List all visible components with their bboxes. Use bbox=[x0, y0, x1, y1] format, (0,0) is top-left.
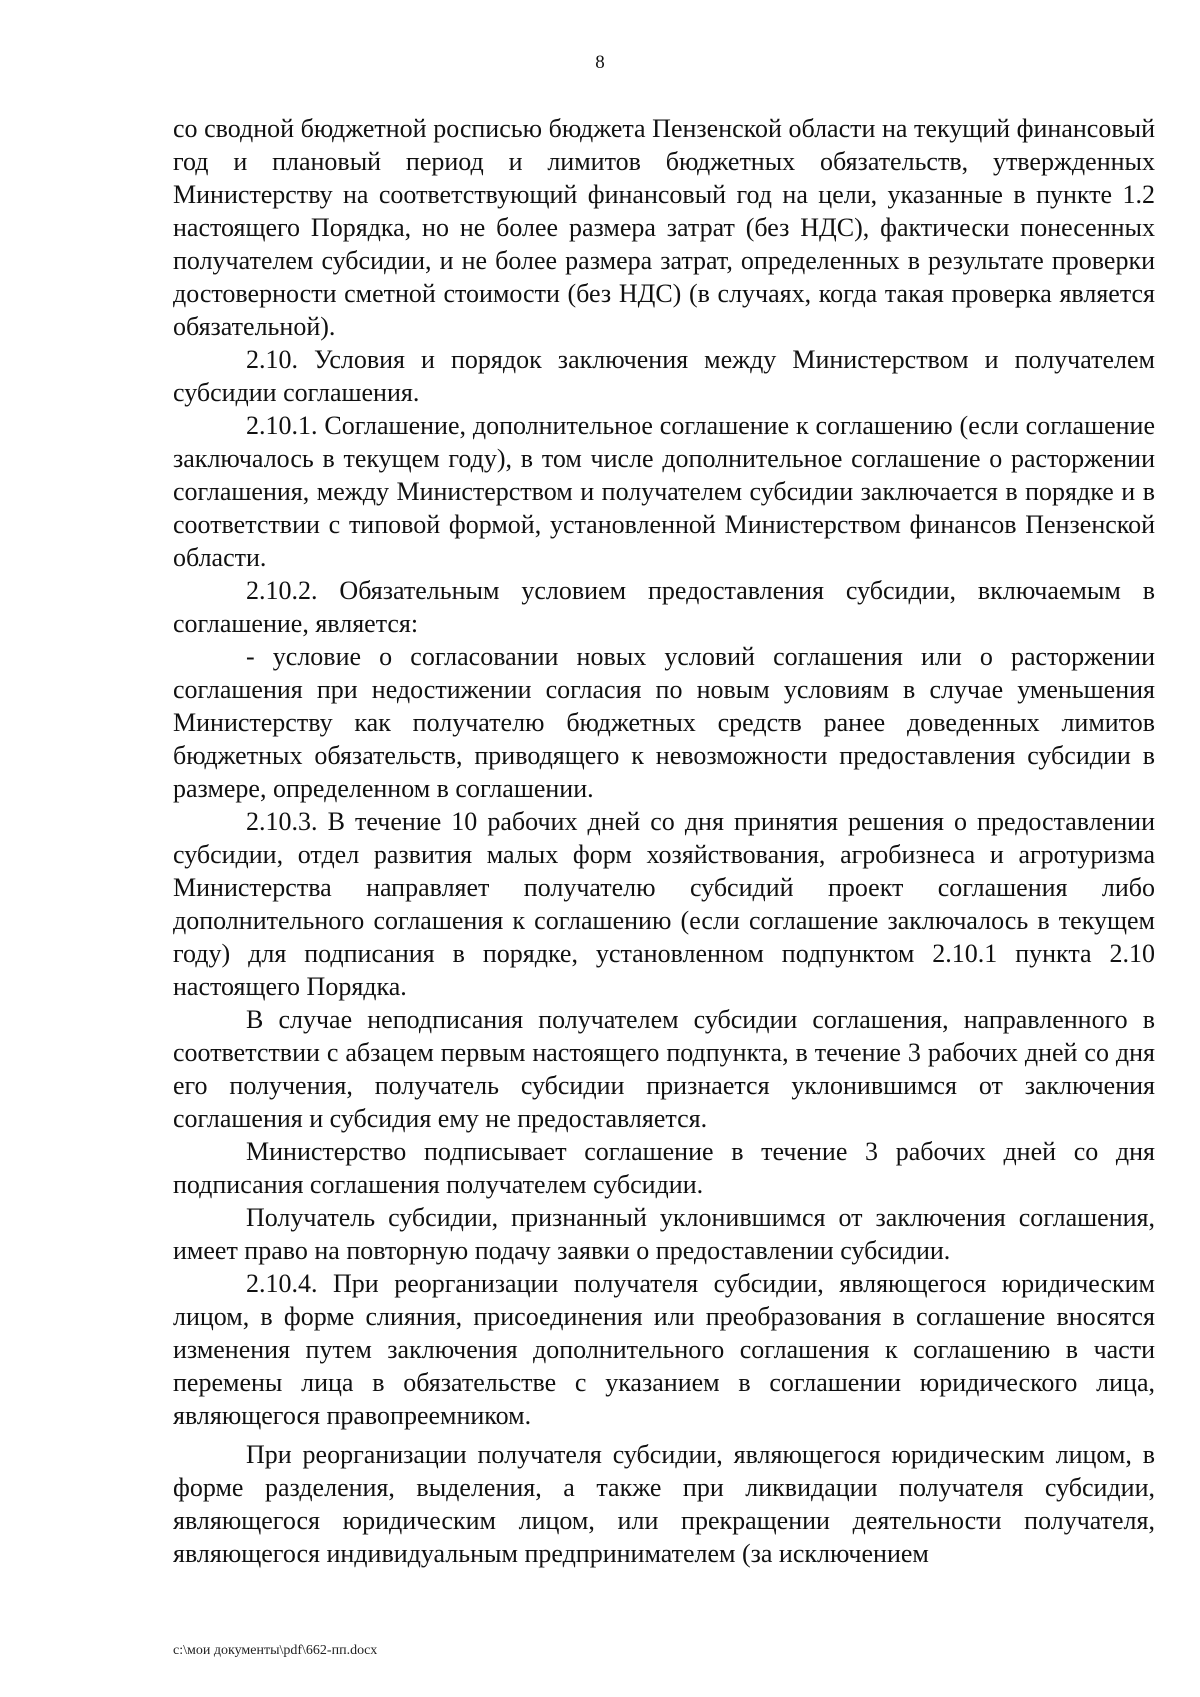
paragraph-2-10-3: 2.10.3. В течение 10 рабочих дней со дня принятия решения о предоставлении субсидии, отдел развития малых форм хозяйствования, агробизнеса и агротуризма Министерства направляет получателю субсидий проект соглашения либо дополнительного соглашения к соглашению (если соглашение заключалось в текущем году) для подписания в порядке, установленном подпунктом 2.10.1 пункта 2.10 настоящего Порядка. bbox=[173, 807, 1155, 1001]
paragraph-2-10-1: 2.10.1. Соглашение, дополнительное соглашение к соглашению (если соглашение заключалось в текущем году), в том числе дополнительное соглашение о расторжении соглашения, между Министерством и получателем субсидии заключается в порядке и в соответствии с типовой формой, установленной Министерством финансов Пензенской области. bbox=[173, 411, 1155, 572]
paragraph-2-10: 2.10. Условия и порядок заключения между Министерством и получателем субсидии соглашения. bbox=[173, 345, 1155, 407]
paragraph-ministry-signs: Министерство подписывает соглашение в течение 3 рабочих дней со дня подписания соглашения получателем субсидии. bbox=[173, 1137, 1155, 1199]
paragraph-budget-limits: со сводной бюджетной росписью бюджета Пензенской области на текущий финансовый год и плановый период и лимитов бюджетных обязательств, утвержденных Министерству на соответствующий финансовый год на цели, указанные в пункте 1.2 настоящего Порядка, но не более размера затрат (без НДС), фактически понесенных получателем субсидии, и не более размера затрат, определенных в результате проверки достоверности сметной стоимости (без НДС) (в случаях, когда такая проверка является обязательной). bbox=[173, 114, 1155, 341]
page-number: 8 bbox=[595, 52, 605, 73]
paragraph-2-10-4: 2.10.4. При реорганизации получателя субсидии, являющегося юридическим лицом, в форме слияния, присоединения или преобразования в соглашение вносятся изменения путем заключения дополнительного соглашения к соглашению в части перемены лица в обязательстве с указанием в соглашении юридического лица, являющегося правопреемником. bbox=[173, 1269, 1155, 1430]
paragraph-2-10-2: 2.10.2. Обязательным условием предоставления субсидии, включаемым в соглашение, является: bbox=[173, 576, 1155, 638]
paragraph-condition-item: - условие о согласовании новых условий соглашения или о расторжении соглашения при недостижении согласия по новым условиям в случае уменьшения Министерству как получателю бюджетных средств ранее доведенных лимитов бюджетных обязательств, приводящего к невозможности предоставления субсидии в размере, определенном в соглашении. bbox=[173, 642, 1155, 803]
paragraph-non-signing: В случае неподписания получателем субсидии соглашения, направленного в соответствии с абзацем первым настоящего подпункта, в течение 3 рабочих дней со дня его получения, получатель субсидии признается уклонившимся от заключения соглашения и субсидия ему не предоставляется. bbox=[173, 1005, 1155, 1133]
paragraph-resubmission: Получатель субсидии, признанный уклонившимся от заключения соглашения, имеет право на повторную подачу заявки о предоставлении субсидии. bbox=[173, 1203, 1155, 1265]
document-body bbox=[173, 112, 1155, 1570]
paragraph-reorganization-division: При реорганизации получателя субсидии, являющегося юридическим лицом, в форме разделения, выделения, а также при ликвидации получателя субсидии, являющегося юридическим лицом, или прекращении деятельности получателя, являющегося индивидуальным предпринимателем (за исключением bbox=[173, 1440, 1155, 1568]
footer-file-path: c:\мои документы\pdf\662-пп.docx bbox=[173, 1643, 378, 1658]
